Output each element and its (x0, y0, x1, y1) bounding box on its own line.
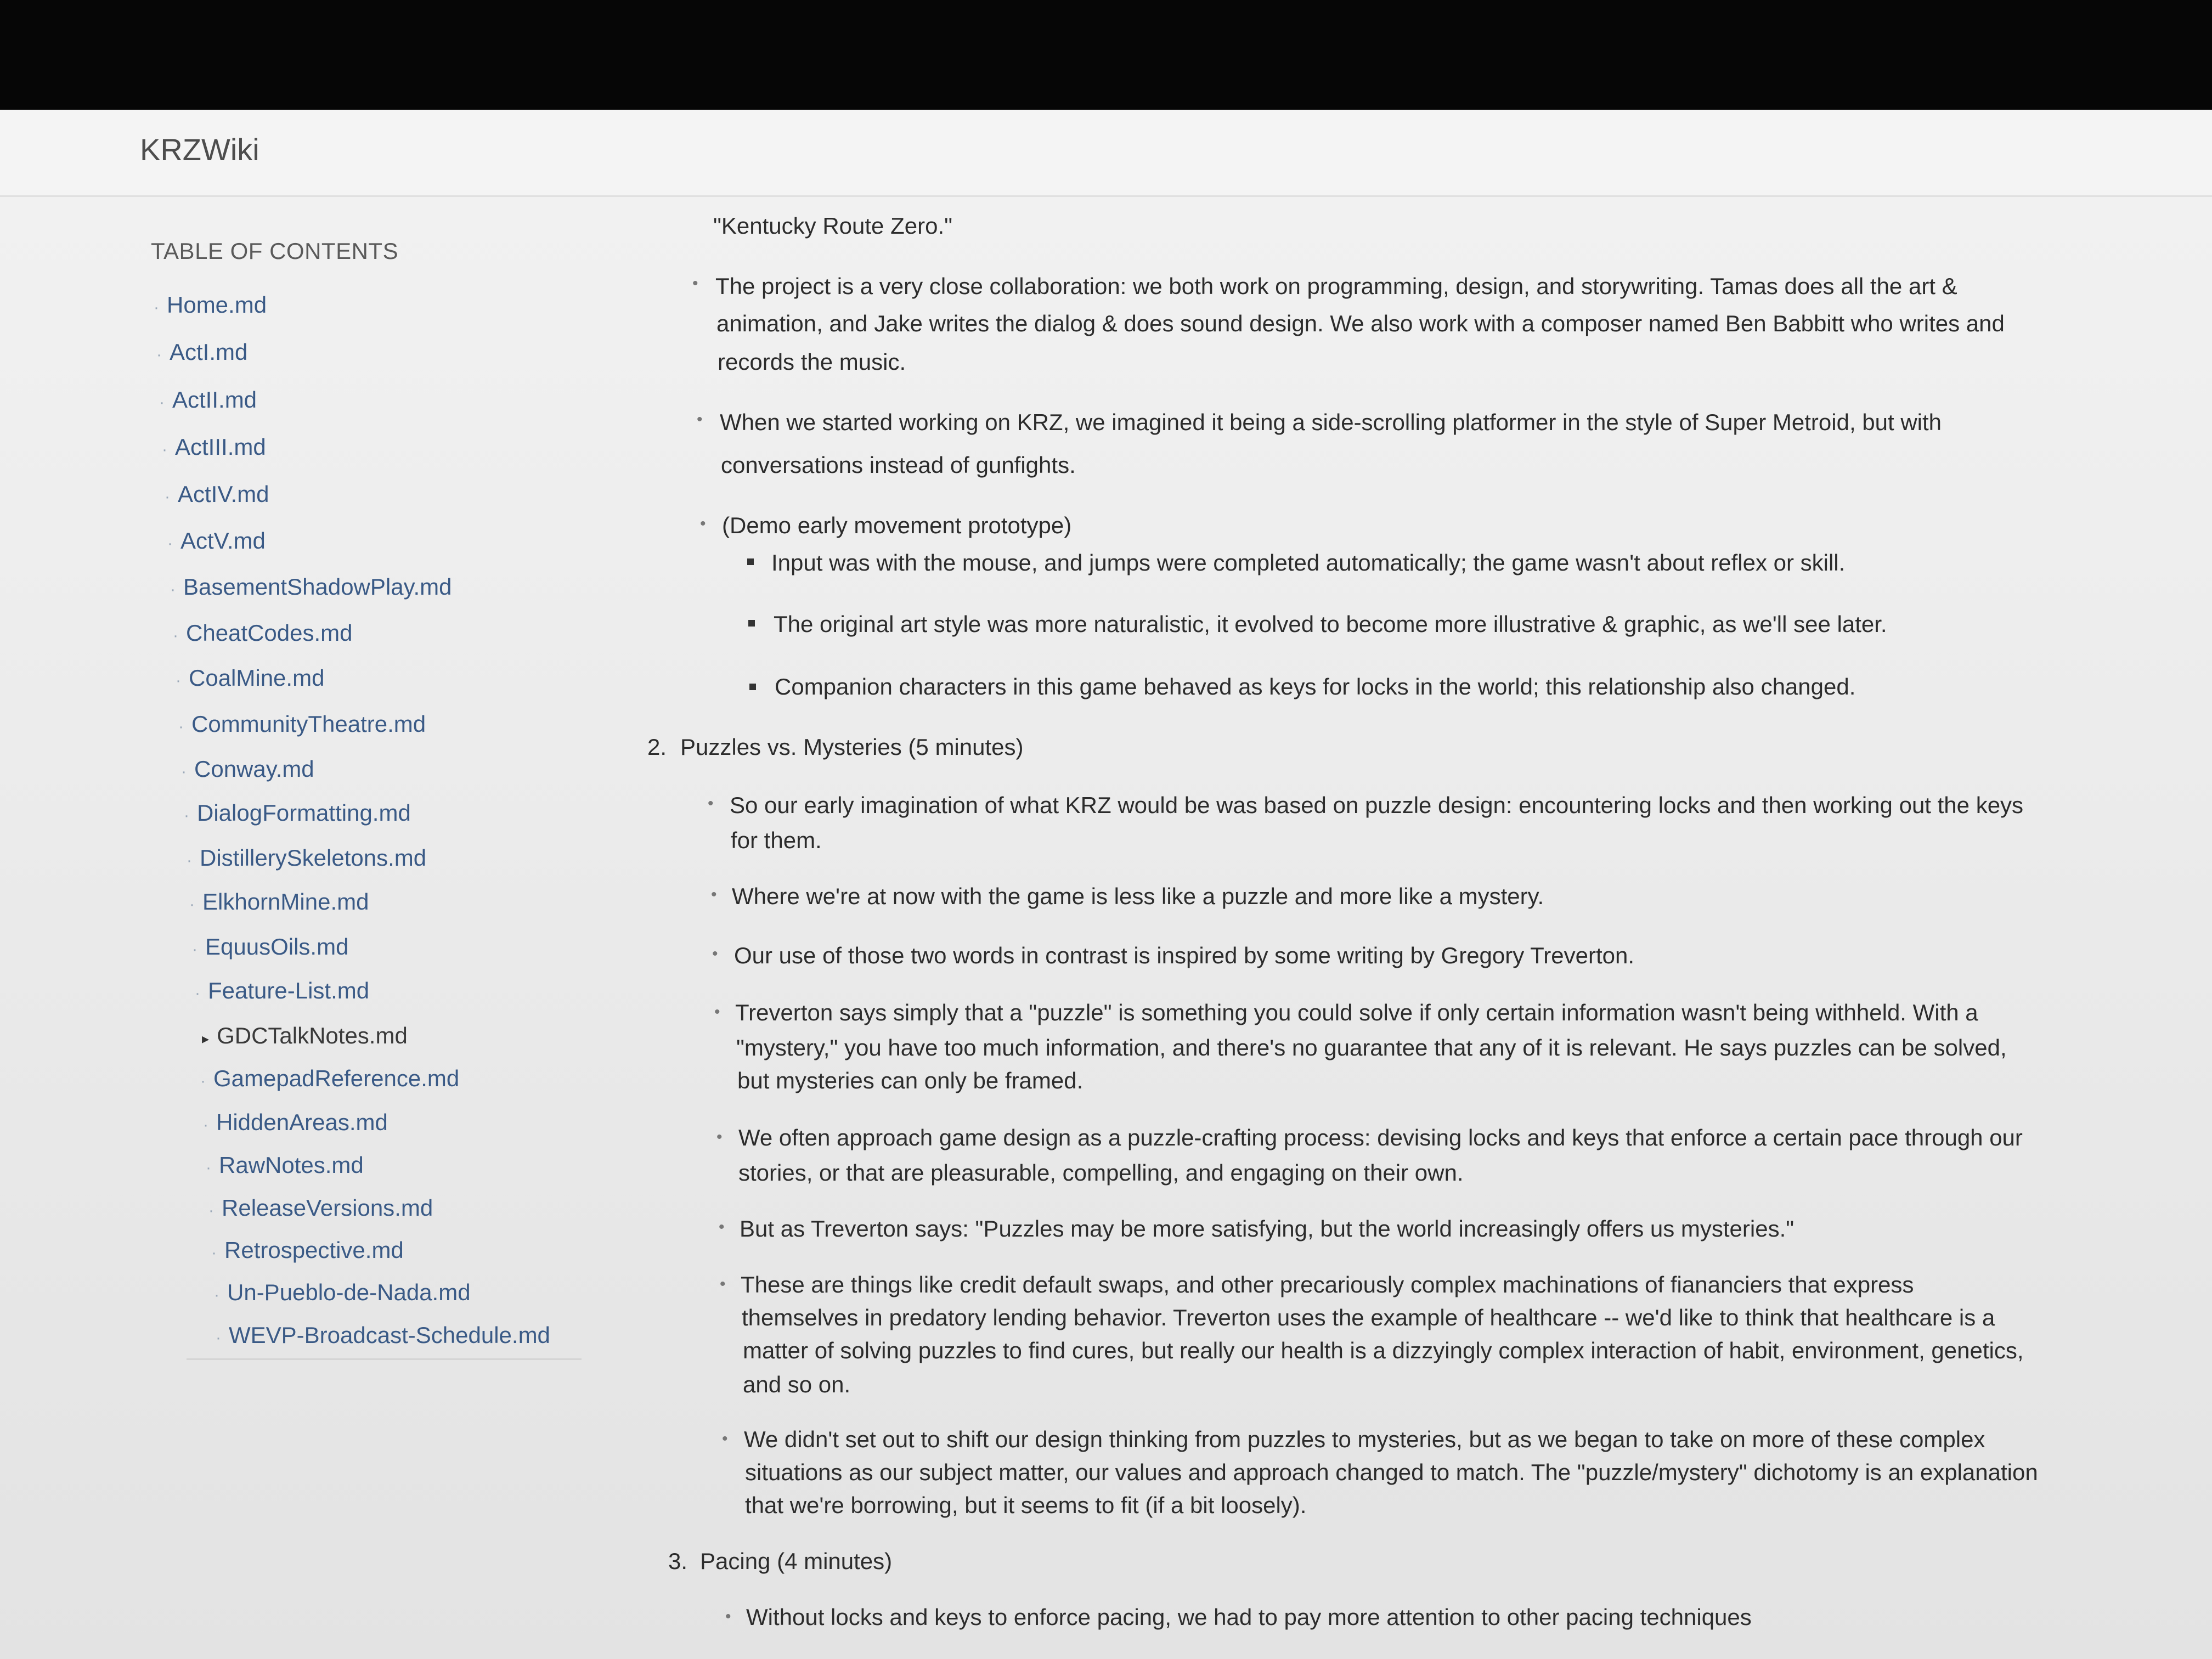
section-number: 3. (668, 1548, 688, 1574)
bullet-dot-icon: · (216, 1329, 221, 1347)
toc-item-basement-shadow-play[interactable]: · BasementShadowPlay.md (170, 574, 452, 600)
bullet-dot-icon: · (208, 1201, 214, 1220)
paragraph-line: that we're borrowing, but it seems to fit (if a bit loosely). (745, 1492, 1307, 1518)
paragraph-line: situations as our subject matter, our values and approach changed to match. The "puzzle/mystery" dichotomy is an explanation (745, 1459, 2038, 1485)
toc-item-wevp-broadcast-schedule[interactable]: · WEVP-Broadcast-Schedule.md (216, 1322, 550, 1348)
toc-item-hidden-areas[interactable]: · HiddenAreas.md (203, 1109, 388, 1135)
paragraph-line: and so on. (743, 1372, 851, 1397)
paragraph-line: Treverton says simply that a "puzzle" is something you could solve if only certain information wasn't being withheld. With a (735, 1000, 1978, 1025)
toc-item-dialog-formatting[interactable]: · DialogFormatting.md (184, 800, 411, 826)
toc-item-gamepad-reference[interactable]: · GamepadReference.md (200, 1065, 460, 1091)
toc-item-gdc-talk-notes[interactable]: ▸ GDCTalkNotes.md (202, 1023, 408, 1048)
bullet-icon: • (725, 1607, 731, 1626)
paragraph-line: matter of solving puzzles to find cures, but really our health is a dizzyingly complex interaction of habit, environment, genetics, (743, 1338, 2024, 1363)
bullet-dot-icon: · (165, 488, 170, 506)
toc-item-coal-mine[interactable]: · CoalMine.md (176, 665, 325, 691)
bullet-dot-icon: · (167, 534, 173, 552)
intro-tail-text: "Kentucky Route Zero." (713, 213, 953, 239)
bullet-dot-icon: · (176, 672, 181, 690)
bullet-dot-icon: · (214, 1286, 219, 1304)
bullet-dot-icon: · (187, 851, 192, 870)
square-bullet-icon (747, 558, 754, 565)
paragraph-line: stories, or that are pleasurable, compelling, and engaging on their own. (738, 1160, 1464, 1186)
bullet-icon: • (720, 1275, 726, 1293)
toc-heading: TABLE OF CONTENTS (151, 238, 399, 264)
bullet-dot-icon: · (154, 298, 159, 317)
site-title[interactable]: KRZWiki (140, 132, 259, 167)
section-number: 2. (647, 734, 667, 760)
bullet-dot-icon: · (189, 895, 195, 913)
paragraph-line: Without locks and keys to enforce pacing, we had to pay more attention to other pacing techniques (746, 1604, 1752, 1630)
bullet-icon: • (719, 1218, 725, 1236)
bullet-dot-icon: · (156, 346, 162, 364)
paragraph-line: But as Treverton says: "Puzzles may be more satisfying, but the world increasingly offers us mysteries." (740, 1216, 1795, 1242)
bullet-dot-icon: · (173, 627, 178, 645)
toc-item-act-v[interactable]: · ActV.md (167, 528, 266, 554)
bullet-dot-icon: · (184, 806, 189, 825)
bullet-dot-icon: · (200, 1072, 206, 1090)
bullet-dot-icon: · (159, 393, 165, 411)
paragraph-line: Companion characters in this game behaved as keys for locks in the world; this relationship also changed. (775, 674, 1856, 699)
paragraph-line: "mystery," you have too much information, and there's no guarantee that any of it is relevant. He says puzzles can be solved, (736, 1035, 2007, 1060)
toc-item-act-ii[interactable]: · ActII.md (159, 387, 257, 413)
toc-item-community-theatre[interactable]: · CommunityTheatre.md (178, 711, 426, 737)
toc-item-act-i[interactable]: · ActI.md (156, 339, 248, 365)
bullet-dot-icon: · (192, 940, 198, 958)
bullet-icon: • (712, 945, 718, 963)
bullet-icon: • (722, 1430, 728, 1448)
bullet-icon: • (700, 515, 706, 533)
paragraph-line: The project is a very close collaboration: we both work on programming, design, and storywriting. Tamas does all the art & (715, 273, 1957, 299)
toc-item-retrospective[interactable]: · Retrospective.md (211, 1237, 404, 1263)
toc-item-act-iv[interactable]: · ActIV.md (165, 481, 269, 507)
paragraph-line: but mysteries can only be framed. (737, 1068, 1084, 1093)
bullet-icon: • (714, 1003, 720, 1021)
paragraph-line: animation, and Jake writes the dialog & does sound design. We also work with a composer named Ben Babbitt who writes and (716, 311, 2005, 336)
bullet-dot-icon: · (170, 580, 176, 599)
section-heading: Puzzles vs. Mysteries (5 minutes) (680, 734, 1024, 760)
paragraph-line: Where we're at now with the game is less like a puzzle and more like a mystery. (732, 883, 1544, 909)
paragraph-line: Our use of those two words in contrast is inspired by some writing by Gregory Treverton. (734, 943, 1635, 968)
paragraph-line: for them. (731, 827, 822, 853)
paragraph-line: records the music. (718, 349, 906, 375)
toc-item-cheat-codes[interactable]: · CheatCodes.md (173, 620, 353, 646)
monitor-bezel (0, 0, 2212, 110)
toc-item-home[interactable]: · Home.md (154, 292, 267, 318)
bullet-icon: • (716, 1128, 723, 1146)
bullet-dot-icon: · (162, 441, 167, 459)
square-bullet-icon (749, 684, 756, 690)
toc-item-un-pueblo-de-nada[interactable]: · Un-Pueblo-de-Nada.md (214, 1279, 471, 1305)
toc-item-conway[interactable]: · Conway.md (181, 756, 314, 782)
paragraph-line: The original art style was more naturalistic, it evolved to become more illustrative & graphic, as we'll see later. (774, 611, 1887, 637)
current-page-triangle-icon: ▸ (202, 1030, 210, 1047)
toc-item-equus-oils[interactable]: · EquusOils.md (192, 934, 349, 960)
bullet-dot-icon: · (211, 1244, 217, 1262)
toc-item-elkhorn-mine[interactable]: · ElkhornMine.md (189, 889, 369, 915)
browser-viewport (0, 110, 2212, 1659)
bullet-icon: • (711, 885, 717, 904)
bullet-dot-icon: · (195, 984, 200, 1002)
paragraph-line: themselves in predatory lending behavior. Treverton uses the example of healthcare -- we'd like to think that healthcare is a (742, 1305, 1995, 1330)
bullet-dot-icon: · (181, 763, 187, 781)
bullet-icon: • (692, 274, 698, 292)
toc-item-act-iii[interactable]: · ActIII.md (162, 434, 266, 460)
paragraph-line: When we started working on KRZ, we imagined it being a side-scrolling platformer in the style of Super Metroid, but with (720, 409, 1942, 435)
toc-item-distillery-skeletons[interactable]: · DistillerySkeletons.md (187, 845, 427, 871)
toc-item-raw-notes[interactable]: · RawNotes.md (206, 1152, 364, 1178)
paragraph-line: So our early imagination of what KRZ would be was based on puzzle design: encountering locks and then working out the keys (730, 792, 2024, 818)
paragraph-line: conversations instead of gunfights. (721, 452, 1076, 478)
paragraph-line: We often approach game design as a puzzle-crafting process: devising locks and keys that enforce a certain pace through our (738, 1125, 2023, 1150)
section-heading: Pacing (4 minutes) (700, 1548, 893, 1574)
bullet-dot-icon: · (178, 718, 184, 736)
paragraph-line: (Demo early movement prototype) (722, 512, 1072, 538)
paragraph-line: These are things like credit default swaps, and other precariously complex machinations of fiananciers that express (741, 1272, 1914, 1297)
toc-item-feature-list[interactable]: · Feature-List.md (195, 978, 370, 1003)
bullet-icon: • (697, 410, 703, 428)
article-content (0, 110, 2212, 1659)
paragraph-line: We didn't set out to shift our design thinking from puzzles to mysteries, but as we began to take on more of these complex (744, 1426, 1985, 1452)
bullet-icon: • (708, 794, 714, 812)
paragraph-line: Input was with the mouse, and jumps were completed automatically; the game wasn't about reflex or skill. (771, 550, 1846, 575)
toc-item-release-versions[interactable]: · ReleaseVersions.md (208, 1195, 433, 1221)
bullet-dot-icon: · (203, 1116, 208, 1134)
square-bullet-icon (748, 620, 755, 627)
bullet-dot-icon: · (206, 1159, 211, 1177)
